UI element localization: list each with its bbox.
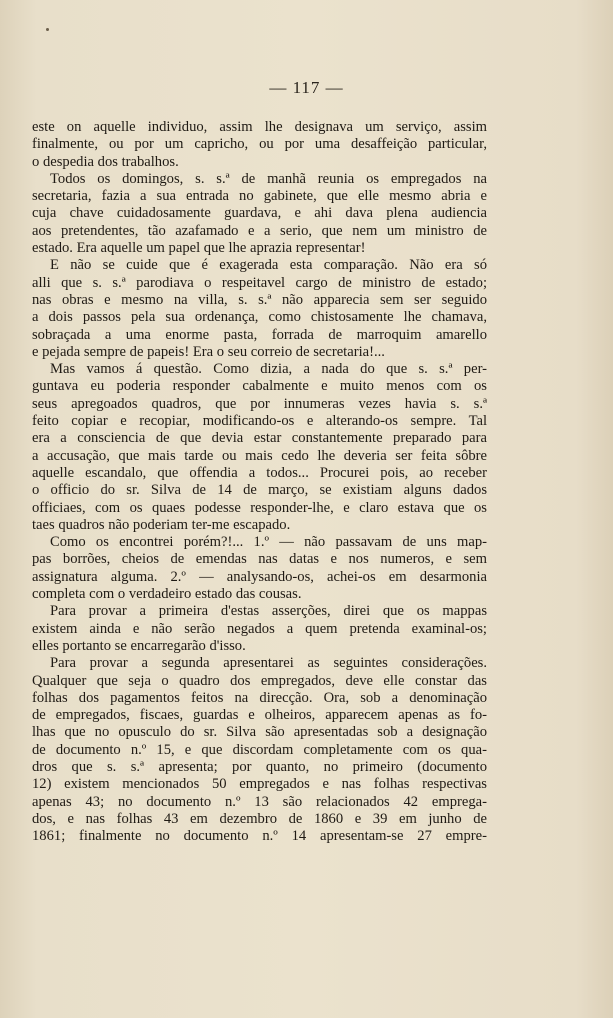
text-line: apenas 43; no documento n.º 13 são relacionados 42 emprega- (32, 793, 487, 810)
body-text (32, 119, 487, 845)
page-number: — 117 — (269, 78, 344, 97)
text-line: feito copiar e recopiar, modificando-os e alterando-os sempre. Tal (32, 413, 487, 430)
text-line: finalmente, ou por um capricho, ou por uma desaffeição particular, (32, 136, 487, 153)
text-line: existem ainda e não serão negados a quem pretenda examinal-os; (32, 620, 487, 637)
text-line: Como os encontrei porém?!... 1.º — não passavam de uns map- (50, 534, 487, 551)
text-line: 12) existem mencionados 50 empregados e nas folhas respectivas (32, 776, 487, 793)
text-line: a dois passos pela sua ordenança, como chistosamente lhe chamava, (32, 309, 487, 326)
text-line: Mas vamos á questão. Como dizia, a nada do que s. s.ª per- (50, 361, 487, 378)
text-line: de empregados, fiscaes, guardas e olheiros, apparecem apenas as fo- (32, 707, 487, 724)
text-line: e pejada sempre de papeis! Era o seu correio de secretaria!... (32, 343, 385, 360)
text-line: guntava eu poderia responder cabalmente e muito menos com os (32, 378, 487, 395)
text-line: E não se cuide que é exagerada esta comparação. Não era só (50, 257, 487, 274)
text-line: Para provar a segunda apresentarei as seguintes considerações. (50, 655, 487, 672)
text-line: elles portanto se encarregarão d'isso. (32, 637, 246, 654)
text-line: lhas que no opusculo do sr. Silva são apresentadas sob a designação (32, 724, 487, 741)
text-line: taes quadros não poderiam ter-me escapado. (32, 516, 291, 533)
text-line: o despedia dos trabalhos. (32, 153, 179, 170)
text-line: Todos os domingos, s. s.ª de manhã reunia os empregados na (50, 170, 487, 187)
text-line: folhas dos pagamentos feitos na direcção. Ora, sob a denominação (32, 689, 487, 706)
text-line: completa com o verdadeiro estado das cousas. (32, 586, 302, 603)
text-line: cuja chave cuidadosamente guardava, e ahi dava plena audiencia (32, 205, 487, 222)
text-line: seus apregoados quadros, que por innumeras vezes havia s. s.ª (32, 395, 487, 412)
text-line: alli que s. s.ª parodiava o respeitavel cargo de ministro de estado; (32, 274, 487, 291)
text-line: aquelle escandalo, que offendia a todos... Procurei pois, ao receber (32, 464, 487, 481)
text-line: de documento n.º 15, e que discordam completamente com os qua- (32, 741, 487, 758)
text-line: secretaria, fazia a sua entrada no gabinete, que elle mesmo abria e (32, 188, 487, 205)
text-line: estado. Era aquelle um papel que lhe aprazia representar! (32, 240, 366, 257)
paper-speck (46, 28, 49, 31)
text-line: este on aquelle individuo, assim lhe designava um serviço, assim (32, 119, 487, 135)
text-line: pas borrões, cheios de emendas nas datas e nos numeros, e sem (32, 551, 487, 568)
text-line: dros que s. s.ª apresenta; por quanto, no primeiro (documento (32, 758, 487, 775)
text-line: era a consciencia de que devia estar constantemente preparado para (32, 430, 487, 447)
text-line: o officio do sr. Silva de 14 de março, se existiam alguns dados (32, 482, 487, 499)
text-line: dos, e nas folhas 43 em dezembro de 1860 e 39 em junho de (32, 810, 487, 827)
text-line: assignatura alguma. 2.º — analysando-os, achei-os em desarmonia (32, 568, 487, 585)
text-line: aos pretendentes, tão azafamado e a serio, que nem um ministro de (32, 222, 487, 239)
text-line: Qualquer que seja o quadro dos empregados, deve elle constar das (32, 672, 487, 689)
text-line: nas obras e mesmo na villa, s. s.ª não apparecia sem ser seguido (32, 291, 487, 308)
text-line: officiaes, com os quaes podesse responder-lhe, e claro estava que os (32, 499, 487, 516)
text-line: Para provar a primeira d'estas asserções, direi que os mappas (50, 603, 487, 620)
text-line: a accusação, que mais tarde ou mais cedo lhe deveria ser feita sôbre (32, 447, 487, 464)
text-line: sobraçada a uma enorme pasta, forrada de marroquim amarello (32, 326, 487, 343)
text-line: 1861; finalmente no documento n.º 14 apresentam-se 27 empre- (32, 828, 487, 845)
